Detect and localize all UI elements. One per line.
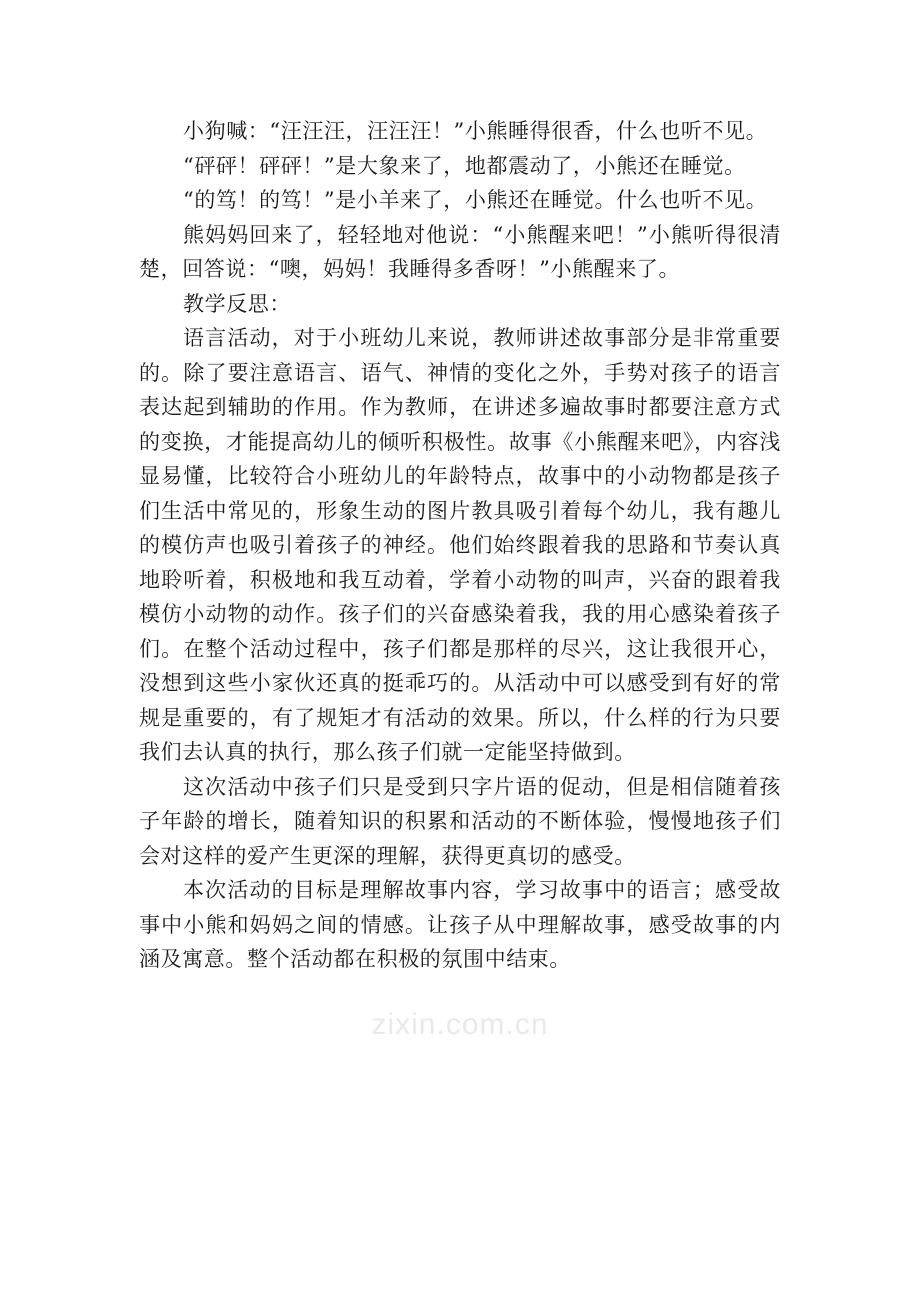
story-dog-paragraph: 小狗喊：“汪汪汪，汪汪汪！”小熊睡得很香，什么也听不见。 — [183, 119, 768, 143]
story-elephant-paragraph: “砰砰！砰砰！”是大象来了，地都震动了，小熊还在睡觉。 — [183, 153, 746, 178]
reflection-paragraph-2: 这次活动中孩子们只是受到只字片语的促动，但是相信随着孩子年龄的增长，随着知识的积累和活动的不断体验，慢慢地孩子们会对这样的爱产生更深的理解，获得更真切的感受。 — [139, 774, 781, 868]
reflection-paragraph-3: 本次活动的目标是理解故事内容，学习故事中的语言；感受故事中小熊和妈妈之间的情感。让孩子从中理解故事，感受故事的内涵及寓意。整个活动都在积极的氛围中结束。 — [139, 878, 781, 971]
document-body — [139, 114, 781, 977]
reflection-paragraph-1: 语言活动，对于小班幼儿来说，教师讲述故事部分是非常重要的。除了要注意语言、语气、神情的变化之外，手势对孩子的语言表达起到辅助的作用。作为教师，在讲述多遍故事时都要注意方式的变换，才能提高幼儿的倾听积极性。故事《小熊醒来吧》，内容浅显易懂，比较符合小班幼儿的年龄特点，故事中的小动物都是孩子们生活中常见的，形象生动的图片教具吸引着每个幼儿，我有趣儿的模仿声也吸引着孩子的神经。他们始终跟着我的思路和节奏认真地聆听着，积极地和我互动着，学着小动物的叫声，兴奋的跟着我模仿小动物的动作。孩子们的兴奋感染着我，我的用心感染着孩子们。在整个活动过程中，孩子们都是那样的尽兴，这让我很开心，没想到这些小家伙还真的挺乖巧的。从活动中可以感受到有好的常规是重要的，有了规矩才有活动的效果。所以，什么样的行为只要我们去认真的执行，那么孩子们就一定能坚持做到。 — [139, 326, 781, 764]
story-mother-paragraph: 熊妈妈回来了，轻轻地对他说：“小熊醒来吧！”小熊听得很清楚，回答说：“噢，妈妈！我睡得多香呀！”小熊醒来了。 — [139, 222, 781, 281]
reflection-heading: 教学反思： — [183, 291, 291, 316]
story-lamb-paragraph: “的笃！的笃！”是小羊来了，小熊还在睡觉。什么也听不见。 — [183, 188, 768, 212]
watermark: zixin.com.cn — [371, 1008, 549, 1041]
